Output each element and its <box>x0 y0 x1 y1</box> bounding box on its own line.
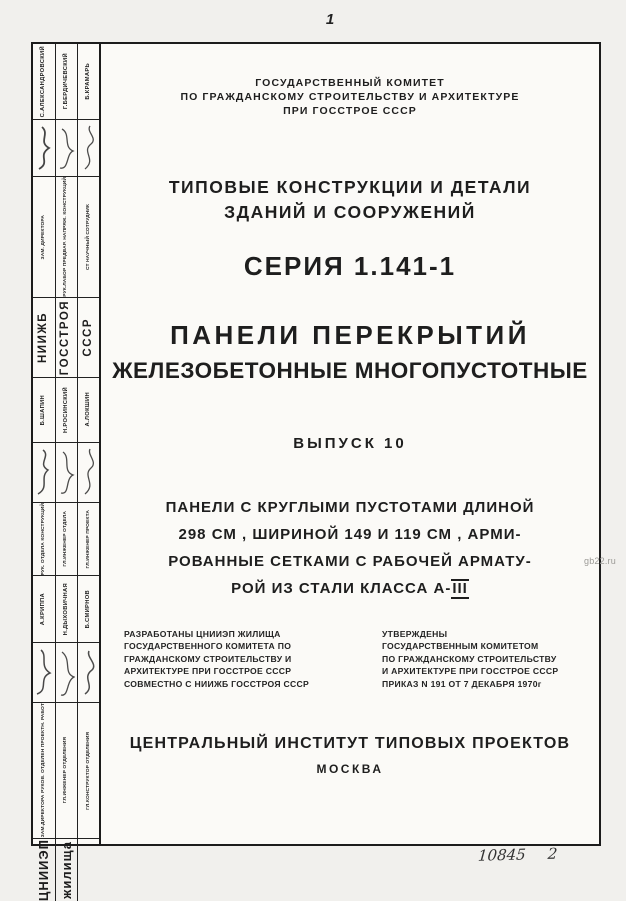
approver-title: ГЛ.ИНЖЕНЕР ОТДЕЛЕНИЯ <box>63 737 69 804</box>
signature-scribble-icon <box>35 648 53 698</box>
stamp-org-cell <box>56 298 79 377</box>
approver-title: ЗАМ.ДИРЕКТОРА РУКОВ. ОТДЕЛЕН ПРОЕКТН. РАБОТ <box>40 703 46 838</box>
stamp-title-cell <box>56 703 79 837</box>
stamp-title-cell <box>56 177 79 297</box>
subject-title <box>101 317 599 388</box>
approver-title: РУК. ОТДЕЛА КОНСТРУКЦИЙ <box>40 502 46 576</box>
stamp-title-cell <box>33 703 56 837</box>
stamp-org-cell <box>78 298 99 377</box>
stamp-title-cell <box>78 177 99 297</box>
title-page-content <box>101 44 599 844</box>
approver-title: ГЛ.ИНЖЕНЕР ОТДЕЛА <box>63 511 69 567</box>
watermark: gb22.ru <box>584 556 616 566</box>
stamp-row-names-3 <box>33 576 99 643</box>
stamp-title-cell <box>78 703 99 837</box>
committee-header <box>101 76 599 118</box>
stamp-row-titles-niizhb <box>33 177 99 298</box>
signature-scribble-icon <box>80 447 98 497</box>
approver-name: Н.ДЫХОВИЧНАЯ <box>62 583 69 636</box>
approver-name: С.АЛЕКСАНДРОВСКИЙ <box>40 45 47 118</box>
stamp-name-cell <box>78 378 99 442</box>
panel-description <box>101 494 599 602</box>
stamp-row-signatures <box>33 643 99 703</box>
stamp-signature-cell <box>56 443 79 502</box>
stamp-signature-cell <box>56 120 79 176</box>
handwritten-footer <box>477 843 608 864</box>
approver-name: А.ЛОКШИН <box>85 392 92 427</box>
approved-line: УТВЕРЖДЕНЫ <box>382 629 448 639</box>
committee-line: ПО ГРАЖДАНСКОМУ СТРОИТЕЛЬСТВУ И АРХИТЕКТУРЕ <box>180 91 520 103</box>
approved-line: ПО ГРАЖДАНСКОМУ СТРОИТЕЛЬСТВУ <box>382 653 557 664</box>
developed-line: ГРАЖДАНСКОМУ СТРОИТЕЛЬСТВУ И <box>124 653 292 664</box>
stamp-org-cell <box>56 839 79 901</box>
publisher-city: МОСКВА <box>316 762 384 776</box>
approver-title: ГЛ.ИНЖЕНЕР ПРОЕКТА <box>85 509 91 569</box>
stamp-row-titles-2 <box>33 503 99 577</box>
stamp-signature-cell <box>78 643 99 702</box>
signature-scribble-icon <box>57 124 75 172</box>
signature-scribble-icon <box>80 124 98 172</box>
page-number: 1 <box>325 11 335 28</box>
approved-line: И АРХИТЕКТУРЕ ПРИ ГОССТРОЕ СССР <box>382 666 559 677</box>
stamp-row-names-2 <box>33 378 99 443</box>
document-title-line: ЗДАНИЙ И СООРУЖЕНИЙ <box>224 202 476 222</box>
signature-scribble-icon <box>35 124 53 172</box>
approver-title: ГЛ.КОНСТРУКТОР ОТДЕЛЕНИЯ <box>85 731 91 810</box>
stamp-signature-cell <box>33 443 56 502</box>
stamp-name-cell <box>33 378 56 442</box>
stamp-title-cell <box>78 503 99 576</box>
stamp-org-cell <box>33 839 56 901</box>
developed-line: СОВМЕСТНО С НИИЖБ ГОССТРОЯ СССР <box>124 678 310 689</box>
stamp-name-cell <box>33 576 56 642</box>
sheet-number: 2 <box>547 844 558 863</box>
publisher-name: ЦЕНТРАЛЬНЫЙ ИНСТИТУТ ТИПОВЫХ ПРОЕКТОВ <box>129 735 571 752</box>
stamp-row-org-niizhb <box>33 298 99 378</box>
inventory-number: 10845 <box>477 845 527 865</box>
series-number: СЕРИЯ 1.141-1 <box>243 251 457 281</box>
signature-scribble-icon <box>57 648 75 698</box>
stamp-row-titles-3 <box>33 703 99 838</box>
committee-line: ПРИ ГОССТРОЕ СССР <box>283 105 417 117</box>
document-title <box>101 175 599 225</box>
approver-title: РУК.ЛАБОР ПРЕДВАР. НАПРЯЖ. КОНСТРУКЦИЙ <box>63 177 69 297</box>
approved-line: ПРИКАЗ N 191 ОТ 7 ДЕКАБРЯ 1970г <box>382 678 542 689</box>
stamp-name-cell <box>56 44 79 119</box>
developed-by-block <box>124 628 376 690</box>
approved-by-block <box>382 628 606 690</box>
stamp-name-cell <box>56 576 79 642</box>
org-name-word: ГОССТРОЯ <box>59 299 72 375</box>
stamp-signature-cell <box>33 120 56 176</box>
document-title-line: ТИПОВЫЕ КОНСТРУКЦИИ И ДЕТАЛИ <box>168 177 532 197</box>
org-name-word: жилища <box>58 840 74 899</box>
org-name-word: НИИЖБ <box>36 311 49 363</box>
stamp-signature-cell <box>56 643 79 702</box>
approved-line: ГОСУДАРСТВЕННЫМ КОМИТЕТОМ <box>382 641 539 652</box>
signature-scribble-icon <box>35 447 53 497</box>
description-line: ПАНЕЛИ С КРУГЛЫМИ ПУСТОТАМИ ДЛИНОЙ <box>165 499 535 516</box>
description-line <box>101 575 599 602</box>
approver-name: Б.КРАМАРЬ <box>85 63 92 100</box>
stamp-signature-cell <box>33 643 56 702</box>
stamp-org-cell <box>78 839 99 901</box>
drawing-stamp-sidebar <box>33 44 101 901</box>
org-name-word: СССР <box>81 317 94 357</box>
stamp-title-cell <box>56 503 79 576</box>
stamp-signature-cell <box>78 120 99 176</box>
steel-class-roman-numeral: III <box>452 580 468 597</box>
approver-name: Б.ШАПИН <box>40 394 47 425</box>
stamp-row-signatures <box>33 120 99 177</box>
developed-line: РАЗРАБОТАНЫ ЦНИИЭП ЖИЛИЩА <box>124 629 281 639</box>
subject-line: ПАНЕЛИ ПЕРЕКРЫТИЙ <box>170 320 530 350</box>
publisher-block <box>101 735 599 776</box>
subject-line: ЖЕЛЕЗОБЕТОННЫЕ МНОГОПУСТОТНЫЕ <box>112 358 588 383</box>
approver-name: Г.БЕРДИЧЕВСКИЙ <box>62 53 69 110</box>
signature-scribble-icon <box>80 648 98 698</box>
approver-title: СТ НАУЧНЫЙ СОТРУДНИК <box>85 203 91 270</box>
steel-class-prefix: РОЙ ИЗ СТАЛИ КЛАССА А- <box>231 580 452 597</box>
developed-line: АРХИТЕКТУРЕ ПРИ ГОССТРОЕ СССР <box>124 666 292 677</box>
stamp-row-org-tsniiep <box>33 839 99 901</box>
stamp-title-cell <box>33 177 56 297</box>
org-name-word: ЦНИИЭП <box>36 838 52 901</box>
approver-name: А.КРИППА <box>40 593 47 626</box>
signature-scribble-icon <box>57 447 75 497</box>
approver-title: ЗАМ. ДИРЕКТОРА <box>40 214 46 260</box>
stamp-title-cell <box>33 503 56 576</box>
stamp-org-cell <box>33 298 56 377</box>
committee-line: ГОСУДАРСТВЕННЫЙ КОМИТЕТ <box>255 77 445 89</box>
approver-name: Н.РОСИНСКИЙ <box>62 386 69 433</box>
stamp-name-cell <box>78 44 99 119</box>
stamp-row-names-niizhb <box>33 44 99 120</box>
description-line: 298 СМ , ШИРИНОЙ 149 И 119 СМ , АРМИ- <box>178 526 522 543</box>
developed-line: ГОСУДАРСТВЕННОГО КОМИТЕТА ПО <box>124 641 292 652</box>
stamp-name-cell <box>78 576 99 642</box>
stamp-row-signatures <box>33 443 99 503</box>
issue-number: ВЫПУСК 10 <box>293 435 407 452</box>
stamp-name-cell <box>56 378 79 442</box>
description-line: РОВАННЫЕ СЕТКАМИ С РАБОЧЕЙ АРМАТУ- <box>168 553 532 570</box>
stamp-signature-cell <box>78 443 99 502</box>
approver-name: Б.СМИРНОВ <box>85 590 92 629</box>
stamp-name-cell <box>33 44 56 119</box>
